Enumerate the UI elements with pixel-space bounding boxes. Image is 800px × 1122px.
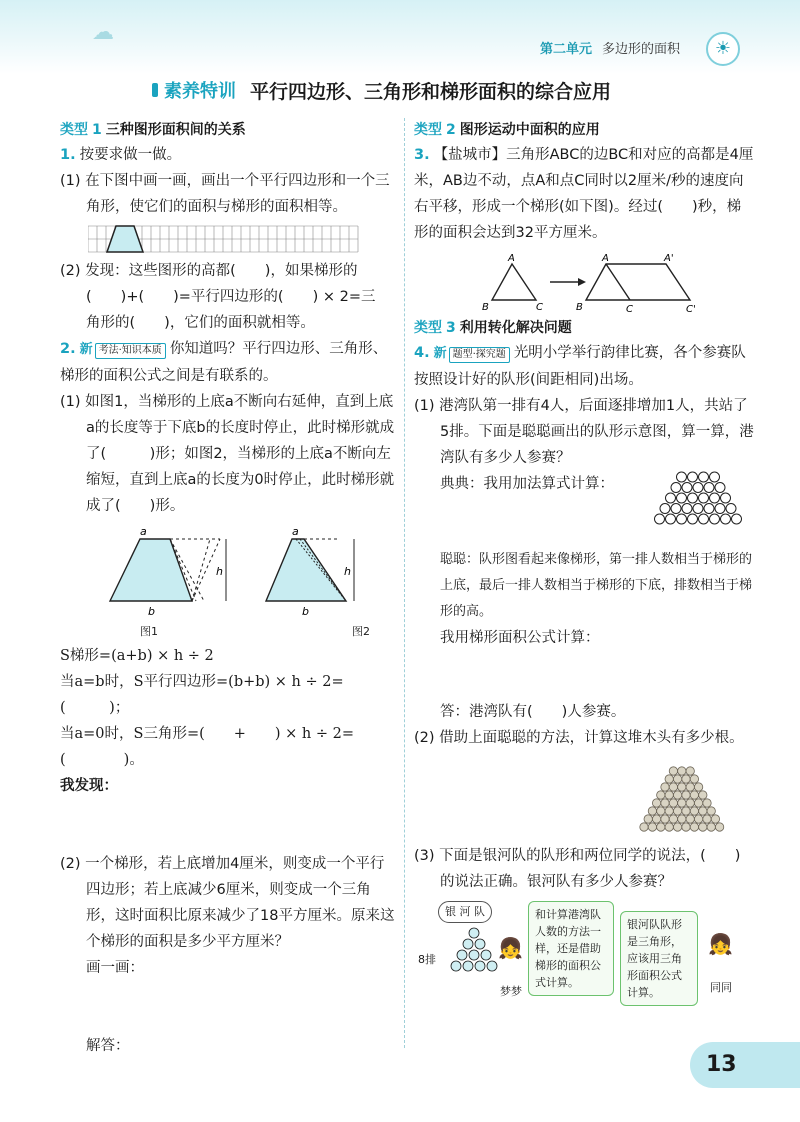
log-end <box>673 775 681 783</box>
log-end <box>657 791 665 799</box>
galaxy-member <box>475 939 485 949</box>
question-tag: 题型·探究题 <box>449 347 510 363</box>
type-number: 2 <box>446 122 456 138</box>
log-end <box>640 823 648 831</box>
title-badge: 素养特训 <box>152 77 236 103</box>
mengmeng-name: 梦梦 <box>500 985 522 998</box>
page-number: 13 <box>706 1052 737 1077</box>
log-end <box>699 807 707 815</box>
team-member-circle <box>710 514 720 524</box>
log-end <box>686 783 694 791</box>
trapezoid-figures <box>70 525 370 625</box>
log-end <box>665 791 673 799</box>
figure-1-caption: 图1 <box>140 625 158 638</box>
galaxy-team-scene <box>418 901 754 1007</box>
log-end <box>682 775 690 783</box>
log-end <box>669 799 677 807</box>
log-end <box>711 815 719 823</box>
q4-part1: (1) 港湾队第一排有4人，后面逐排增加1人，共站了5排。下面是聪聪画出的队形示意图，算一算，港湾队有多少人参赛？ <box>414 398 754 466</box>
draw-label: 画一画： <box>86 960 144 976</box>
galaxy-member <box>457 950 467 960</box>
question-number: 3. <box>414 147 430 163</box>
congcong-text: 聪聪：队形图看起来像梯形，第一排人数相当于梯形的上底，最后一排人数相当于梯形的下底，排数相当于梯形的高。 <box>440 552 753 619</box>
discover-label: 我发现： <box>60 778 118 794</box>
question-text: 按要求做一做。 <box>79 147 182 163</box>
team-member-circle <box>710 472 720 482</box>
unit-label: 第二单元 <box>540 42 593 57</box>
type-number: 1 <box>92 122 102 138</box>
label-a: a <box>140 525 147 538</box>
log-end <box>694 815 702 823</box>
log-end <box>678 799 686 807</box>
type-tag: 类型 <box>414 122 442 138</box>
tongtong-name: 同同 <box>710 981 732 994</box>
type-tag: 类型 <box>414 320 442 336</box>
log-end <box>682 791 690 799</box>
log-end <box>652 815 660 823</box>
team-sign: 银 河 队 <box>438 901 492 923</box>
log-end <box>703 799 711 807</box>
log-end <box>699 823 707 831</box>
sun-icon: ☀ <box>706 32 740 66</box>
log-end <box>694 799 702 807</box>
grid-figure <box>88 224 388 254</box>
q1-part2a: (2) 发现：这些图形的高都( )，如果梯形的 <box>60 263 358 279</box>
question-tag: 考法·知识本质 <box>95 343 166 359</box>
team-member-circle <box>677 514 687 524</box>
galaxy-formation <box>444 927 504 997</box>
log-end <box>665 807 673 815</box>
diandian-text: 典典：我用加法算式计算： <box>440 476 614 492</box>
type-number: 3 <box>446 320 456 336</box>
team-member-circle <box>721 493 731 503</box>
point-label: A <box>508 253 515 264</box>
figure-1 <box>110 525 226 618</box>
team-member-circle <box>677 472 687 482</box>
q1-part1: (1) 在下图中画一画，画出一个平行四边形和一个三角形，使它们的面积与梯形的面积相等。 <box>60 173 390 215</box>
label-a: a <box>292 525 299 538</box>
log-end <box>690 807 698 815</box>
log-end <box>661 783 669 791</box>
answer-label: 解答： <box>86 1038 130 1054</box>
girl-mengmeng-icon: 👧 <box>498 936 523 960</box>
congcong-text-2: 我用梯形面积公式计算： <box>440 630 600 646</box>
left-column <box>60 118 398 1059</box>
question-text: 三角形ABC的边BC和对应的高都是4厘米，AB边不动，点A和点C同时以2厘米/秒的速度向右平移，形成一个梯形(如下图)。经过( )秒，梯形的面积会达到32平方厘米。 <box>414 147 754 241</box>
team-member-circle <box>699 493 709 503</box>
log-end <box>661 799 669 807</box>
log-end <box>661 815 669 823</box>
q2-part2: (2) 一个梯形，若上底增加4厘米，则变成一个平行四边形；若上底减少6厘米，则变成一个三角形，这时面积比原来减少了18平方厘米。原来这个梯形的面积是多少平方厘米？ <box>60 856 395 950</box>
new-badge: 新 <box>79 342 93 357</box>
galaxy-member <box>475 961 485 971</box>
formula-2: 当a=b时，S平行四边形=(b+b) × h ÷ 2=( )； <box>60 674 344 716</box>
team-member-circle <box>655 514 665 524</box>
answer-1: 答：港湾队有( )人参赛。 <box>440 704 626 720</box>
team-member-circle <box>704 483 714 493</box>
galaxy-member <box>481 950 491 960</box>
team-member-circle <box>721 514 731 524</box>
label-h: h <box>344 565 351 578</box>
tongtong-speech-bubble: 银河队队形是三角形，应该用三角形面积公式计算。 <box>620 911 698 1006</box>
galaxy-member <box>451 961 461 971</box>
log-end <box>699 791 707 799</box>
formula-1: S梯形=(a+b) × h ÷ 2 <box>60 648 214 664</box>
point-label: A <box>602 253 609 264</box>
q4-part3: (3) 下面是银河队的队形和两位同学的说法，( )的说法正确。银河队有多少人参赛？ <box>414 848 741 890</box>
point-label: B <box>576 302 583 313</box>
log-end <box>657 823 665 831</box>
team-member-circle <box>699 472 709 482</box>
question-number: 1. <box>60 147 76 163</box>
type-title: 利用转化解决问题 <box>459 320 572 336</box>
log-end <box>694 783 702 791</box>
log-end <box>657 807 665 815</box>
log-end <box>673 823 681 831</box>
label-h: h <box>216 565 223 578</box>
type-title: 图形运动中面积的应用 <box>459 122 600 138</box>
log-end <box>669 783 677 791</box>
trapezoid-shape <box>107 226 143 252</box>
rows-label: 8排 <box>418 953 436 966</box>
log-end <box>690 775 698 783</box>
team-member-circle <box>671 483 681 493</box>
q1-part2b: ( )+( )=平行四边形的( ) × 2=三 <box>86 289 376 305</box>
team-member-circle <box>688 514 698 524</box>
team-member-circle <box>688 472 698 482</box>
figure-2-caption: 图2 <box>352 625 370 638</box>
type2-heading <box>414 118 754 142</box>
log-end <box>707 807 715 815</box>
log-end <box>644 815 652 823</box>
team-member-circle <box>715 483 725 493</box>
running-header <box>540 38 710 60</box>
galaxy-member <box>487 961 497 971</box>
girl-tongtong-icon: 👧 <box>708 932 733 956</box>
point-label: A' <box>664 253 674 264</box>
page-title <box>152 76 672 104</box>
team-member-circle <box>671 504 681 514</box>
question-number: 4. <box>414 345 430 361</box>
label-b: b <box>148 605 155 618</box>
team-member-circle <box>688 493 698 503</box>
q1-part2c: 角形的( )，它们的面积就相等。 <box>86 315 315 331</box>
galaxy-member <box>463 961 473 971</box>
team-member-circle <box>732 514 742 524</box>
team-member-circle <box>666 493 676 503</box>
log-end <box>715 823 723 831</box>
team-member-circle <box>677 493 687 503</box>
log-end <box>648 807 656 815</box>
team-member-circle <box>715 504 725 514</box>
log-end <box>678 767 686 775</box>
log-end <box>665 823 673 831</box>
galaxy-member <box>469 950 479 960</box>
title-text: 平行四边形、三角形和梯形面积的综合应用 <box>250 80 612 103</box>
team-member-circle <box>704 504 714 514</box>
label-b: b <box>302 605 309 618</box>
q4-part2: (2) 借助上面聪聪的方法，计算这堆木头有多少根。 <box>414 730 744 746</box>
team-formation-circles <box>648 471 748 525</box>
point-label: B <box>482 302 489 313</box>
log-end <box>682 823 690 831</box>
team-member-circle <box>710 493 720 503</box>
team-member-circle <box>693 504 703 514</box>
team-member-circle <box>682 504 692 514</box>
type1-heading <box>60 118 398 142</box>
team-member-circle <box>682 483 692 493</box>
log-end <box>690 791 698 799</box>
log-end <box>648 823 656 831</box>
team-member-circle <box>699 514 709 524</box>
unit-subtitle: 多边形的面积 <box>602 42 681 57</box>
point-label: C' <box>686 304 696 315</box>
team-member-circle <box>666 514 676 524</box>
log-end <box>686 799 694 807</box>
point-label: C <box>626 304 633 315</box>
q2-part1: (1) 如图1，当梯形的上底a不断向右延伸，直到上底a的长度等于下底b的长度时停止，此时梯形就成了( )形；如图2，当梯形的上底a不断向左缩短，直到上底a的长度为0时停止，此时梯形就成了( )形。 <box>60 394 395 514</box>
log-end <box>673 807 681 815</box>
log-pile-picture <box>634 759 734 835</box>
mengmeng-speech-bubble: 和计算港湾队人数的方法一样，还是借助梯形的面积公式计算。 <box>528 901 614 996</box>
log-end <box>686 815 694 823</box>
log-end <box>669 815 677 823</box>
team-member-circle <box>660 504 670 514</box>
log-end <box>682 807 690 815</box>
cloud-icon: ☁ <box>92 20 114 45</box>
team-member-circle <box>726 504 736 514</box>
question-text: 你知道吗？平行四边形、三角形、梯形的面积公式之间是有联系的。 <box>60 341 388 384</box>
translation-figure <box>480 250 780 316</box>
log-end <box>673 791 681 799</box>
top-banner <box>0 0 800 74</box>
type-tag: 类型 <box>60 122 88 138</box>
new-badge: 新 <box>433 346 447 361</box>
log-end <box>669 767 677 775</box>
galaxy-member <box>469 928 479 938</box>
galaxy-member <box>463 939 473 949</box>
log-end <box>690 823 698 831</box>
log-end <box>707 823 715 831</box>
figure-2 <box>266 525 354 618</box>
log-end <box>686 767 694 775</box>
log-end <box>703 815 711 823</box>
question-number: 2. <box>60 341 76 357</box>
question-source: 【盐城市】 <box>433 147 507 163</box>
type-title: 三种图形面积间的关系 <box>105 122 246 138</box>
question-text: 光明小学举行韵律比赛，各个参赛队按照设计好的队形(间距相同)出场。 <box>414 345 746 388</box>
log-end <box>678 815 686 823</box>
type3-heading <box>414 316 754 340</box>
right-column <box>414 118 754 1007</box>
log-end <box>665 775 673 783</box>
column-divider <box>404 118 405 1048</box>
log-end <box>678 783 686 791</box>
team-member-circle <box>693 483 703 493</box>
point-label: C <box>536 302 543 313</box>
formula-3: 当a=0时，S三角形=( + ) × h ÷ 2=( )。 <box>60 726 355 768</box>
log-end <box>652 799 660 807</box>
